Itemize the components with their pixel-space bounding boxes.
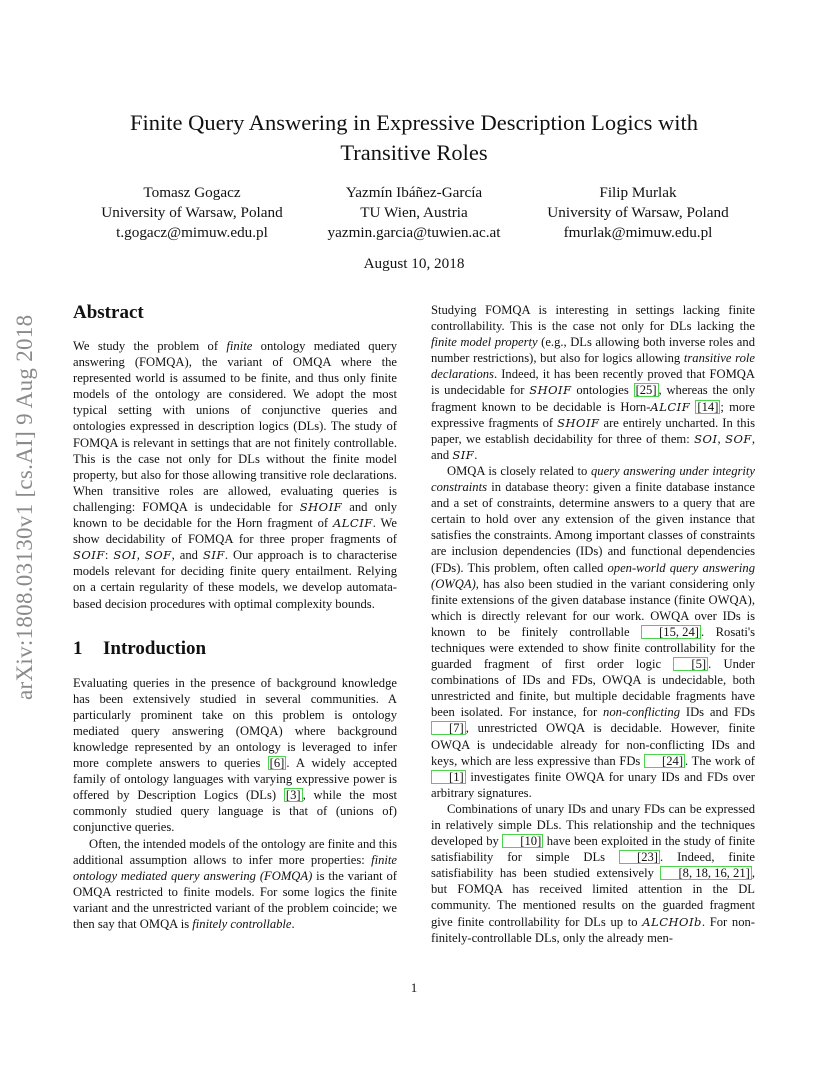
citation-link[interactable]: [6] [269, 756, 285, 771]
dl-name: SOF [144, 548, 172, 563]
citation-link[interactable]: [3] [285, 788, 301, 803]
dl-name: SOI [694, 431, 718, 446]
paper-title [90, 108, 738, 168]
author-email: fmurlak@mimuw.edu.pl [563, 224, 713, 241]
author-name: Tomasz Gogacz [143, 184, 241, 201]
citation-link[interactable]: [25] [635, 383, 657, 398]
dl-name: SOIF [73, 548, 105, 563]
author-affiliation: TU Wien, Austria [360, 204, 468, 221]
right-paragraph-2: OMQA is closely related to query answering under integrity constraints in database theory: given a finite database instance and a set of constraints, determine answers to a query that are certain to hold over any extension of the given instance that satisfies the constraints. Among important classes of constraints are inclusion dependencies (IDs) and functional dependencies (FDs). This problem, often called open-world query answering (OWQA), has also been studied in the variant considering only finite extensions of the given database instance (finite OWQA), which is directly relevant for our work. OWQA over IDs is known to be finitely controllable [15, 24] . Rosati's techniques were extended to show finite controllability for the guarded fragment of first order logic [5] . Under combinations of IDs and FDs, OWQA is undecidable, both unrestricted and finite, but multiple decidable fragments have been isolated. For instance, for non-conflicting IDs and FDs [7] , unrestricted OWQA is decidable. However, finite OWQA is undecidable already for non-conflicting IDs and keys, which are less expressive than FDs [24] . The work of [1] investigates finite OWQA for unary IDs and FDs over arbitrary signatures. [431, 463, 756, 800]
intro-paragraph-1: Evaluating queries in the presence of background knowledge has been extensively studied in several communities. A particularly prominent take on this problem is ontology mediated query answering (OMQA) where background knowledge represented by an ontology is leveraged to infer more complete answers to queries [6] . A widely accepted family of ontology languages with varying expressive power is offered by Description Logics (DLs) [3] , while the most commonly studied query language is that of (unions of) conjunctive queries. [73, 675, 397, 835]
right-column [431, 302, 755, 946]
dl-name: ALCHOIb [642, 914, 702, 929]
author-1 [92, 183, 292, 243]
dl-name: SHOIF [299, 499, 343, 514]
author-affiliation: University of Warsaw, Poland [101, 204, 283, 221]
right-paragraph-3: Combinations of unary IDs and unary FDs can be expressed in relatively simple DLs. This relationship and the techniques developed by [10] have been exploited in the study of finite satisfiability for simple DLs [23] . Indeed, finite satisfiability has been studied extensively [8, 18, 16, 21] , but FOMQA has received limited attention in the DL community. The mentioned results on the guarded fragment give finite controllability for DLs up to ALCHOIb. For non-finitely-controllable DLs, only the already men- [431, 801, 756, 945]
dl-name: SOI [113, 548, 137, 563]
citation-link[interactable]: [15, 24] [641, 625, 701, 639]
dl-name: SIF [452, 447, 475, 462]
dl-name: SHOIF [529, 383, 572, 398]
author-email: t.gogacz@mimuw.edu.pl [116, 224, 268, 241]
citation-link[interactable]: [5] [673, 657, 708, 671]
author-2 [316, 183, 512, 243]
citation-link[interactable]: [10] [502, 834, 543, 848]
introduction-heading: 1 Introduction [73, 637, 207, 659]
dl-name: ALCIF [650, 399, 691, 414]
author-email: yazmin.garcia@tuwien.ac.at [327, 224, 501, 241]
left-column [73, 301, 397, 932]
author-name: Yazmín Ibáñez-García [345, 184, 483, 201]
paper-date: August 10, 2018 [363, 255, 465, 272]
citation-link[interactable]: [8, 18, 16, 21] [660, 866, 751, 880]
dl-name: ALCIF [332, 516, 373, 531]
abstract-paragraph: We study the problem of finite ontology mediated query answering (FOMQA), the variant of OMQA where the represented world is assumed to be finite, and thus only finite models of the ontology are considered. We adopt the most typical setting with unions of conjunctive queries and ontologies expressed in description logics (DLs). The study of FOMQA is relevant in settings that are not finitely controllable. This is the case not only for DLs without the finite model property, but also for those allowing transitive role declarations. When transitive roles are allowed, evaluating queries is challenging: FOMQA is undecidable for SHOIF and only known to be decidable for the Horn fragment of ALCIF. We show decidability of FOMQA for three proper fragments of SOIF: SOI, SOF, and SIF. Our approach is to characterise models relevant for deciding finite query entailment. Relying on a certain regularity of these models, we develop automata-based decision procedures with optimal complexity bounds. [73, 339, 397, 611]
author-3 [538, 183, 738, 243]
citation-link[interactable]: [1] [431, 770, 466, 784]
author-affiliation: University of Warsaw, Poland [547, 204, 729, 221]
dl-name: SHOIF [557, 415, 600, 430]
abstract-heading: Abstract [73, 302, 144, 323]
intro-paragraph-2: Often, the intended models of the ontology are finite and this additional assumption allows to infer more properties: finite ontology mediated query answering (FOMQA) is the variant of OMQA restricted to finite models. For some logics the finite variant and the unrestricted variant of the problem coincide; we then say that OMQA is finitely controllable. [73, 836, 397, 931]
title-line-1: Finite Query Answering in Expressive Description Logics with [129, 110, 699, 135]
citation-link[interactable]: [14] [697, 399, 719, 414]
title-line-2: Transitive Roles [340, 140, 488, 165]
citation-link[interactable]: [24] [644, 754, 685, 768]
dl-name: SIF [202, 548, 225, 563]
citation-link[interactable]: [23] [619, 850, 660, 864]
section-number: 1 [73, 637, 83, 659]
right-paragraph-1: Studying FOMQA is interesting in settings lacking finite controllability. This is the case not only for DLs lacking the finite model property (e.g., DLs allowing both inverse roles and number restrictions), but also for logics allowing transitive role declarations. Indeed, it has been recently proved that FOMQA is undecidable for SHOIF ontologies [25] , whereas the only fragment known to be decidable is Horn-ALCIF [14] ; more expressive fragments of SHOIF are entirely uncharted. In this paper, we establish decidability for three of them: SOI, SOF, and SIF. [431, 303, 756, 462]
arxiv-identifier-stamp: arXiv:1808.03130v1 [cs.AI] 9 Aug 2018 [12, 314, 37, 700]
dl-name: SOF [725, 431, 752, 446]
page-number: 1 [410, 980, 418, 995]
author-name: Filip Murlak [599, 184, 677, 201]
citation-link[interactable]: [7] [431, 721, 466, 735]
